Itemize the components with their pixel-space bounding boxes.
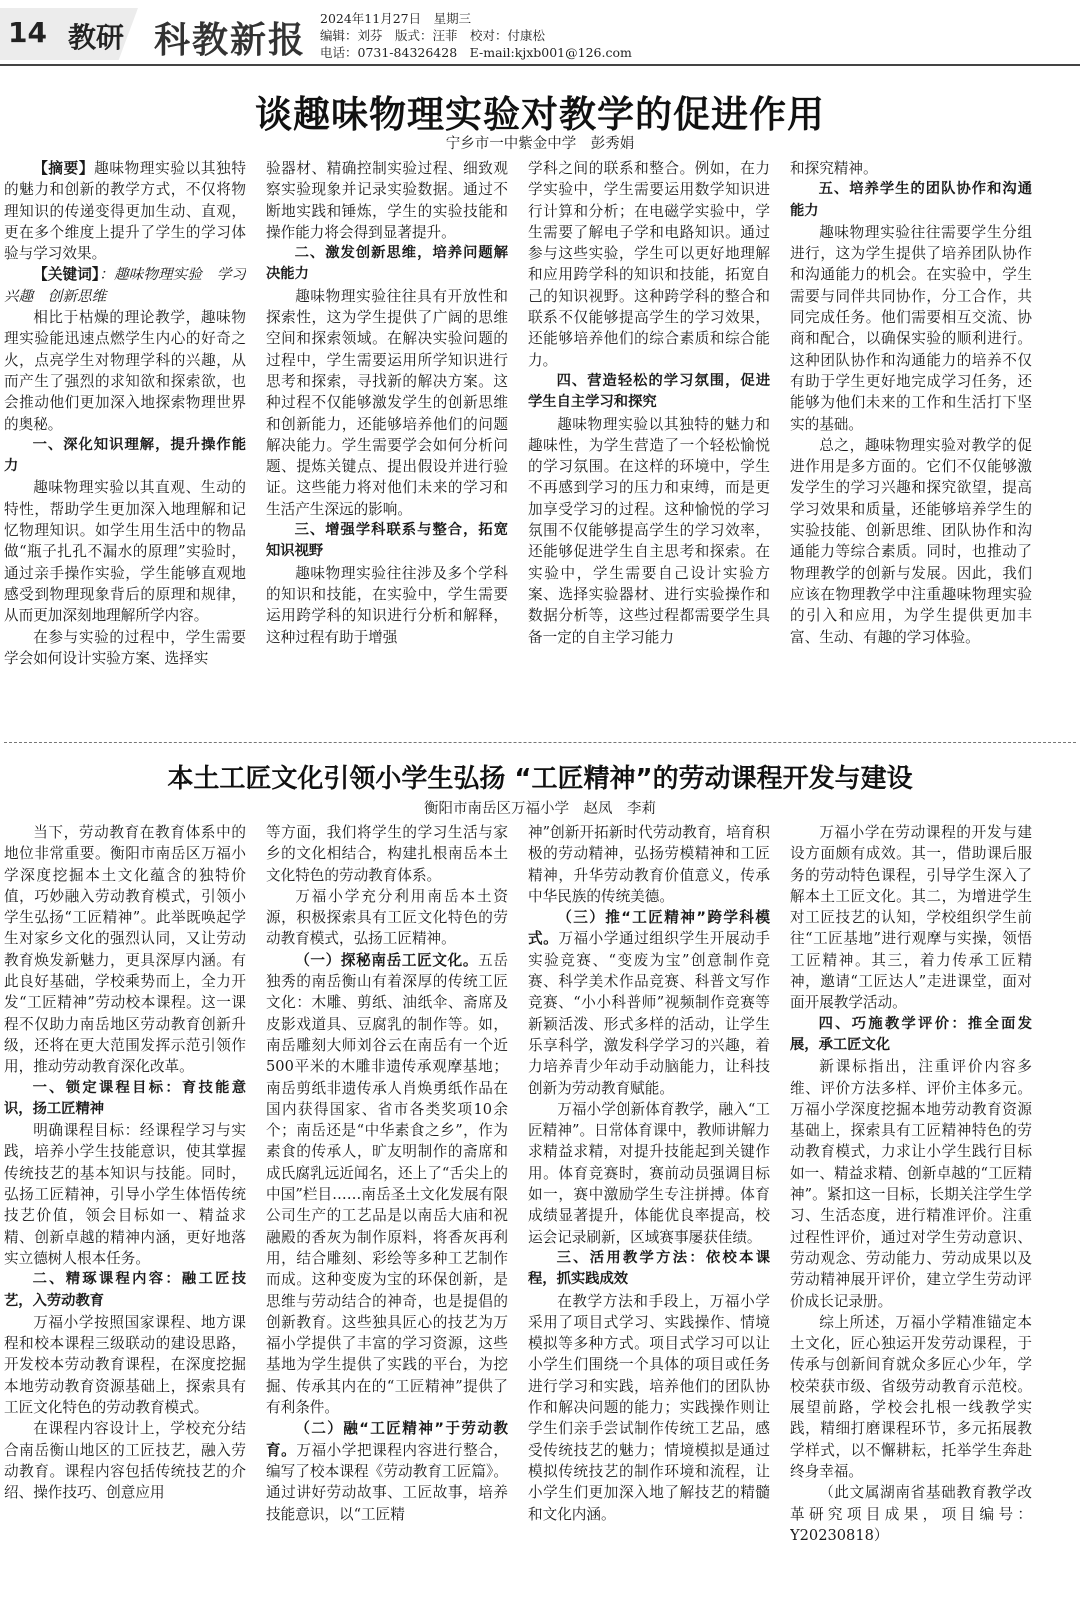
body-paragraph: 学科之间的联系和整合。例如，在力学实验中，学生需要运用数学知识进行计算和分析；在电磁学实验中，学生需要了解电子学和电路知识。通过参与这些实验，学生可以更好地理解和应用跨学科的知识和技能，拓宽自己的知识视野。这种跨学科的整合和联系不仅能够提高学生的学习效果，还能够培养他们的综合素质和综合能力。 (528, 160, 770, 369)
project-note: （此文属湖南省基础教育教学改革研究项目成果，项目编号：Y20230818） (790, 1484, 1032, 1544)
article2-title: 本土工匠文化引领小学生弘扬 “工匠精神”的劳动课程开发与建设 (167, 764, 913, 794)
page-header (0, 0, 1080, 66)
body-paragraph: （一）探秘南岳工匠文化。五岳独秀的南岳衡山有着深厚的传统工匠文化：木雕、剪纸、油纸伞、斋席及皮影戏道具、豆腐乳的制作等。如，南岳雕刻大师刘谷云在南岳有一个近500平米的木雕非遗传承观摩基地；南岳剪纸非遗传承人肖焕勇纸作品在国内获得国家、省市各类奖项10余个；南岳还是“中华素食之乡”，作为素食的传承人，旷友明制作的斋席和成氏腐乳远近闻名，还上了“舌尖上的中国”栏目……南岳圣土文化发展有限公司生产的工艺品是以南岳大庙和祝融殿的香灰为制作原料，将香灰再利用，结合雕刻、彩绘等多种工艺制作而成。这种变废为宝的环保创新，是思维与劳动结合的神奇，也是提倡的创新教育。这些独具匠心的技艺为万福小学提供了丰富的学习资源，这些基地为学生提供了实践的平台，为挖掘、传承其内在的“工匠精神”提供了有利条件。 (266, 951, 508, 1417)
section-heading: 四、巧施教学评价：推全面发展，承工匠文化 (790, 1015, 1032, 1053)
article1-byline: 宁乡市一中紫金中学 彭秀娟 (445, 136, 635, 152)
article1-column-3 (528, 158, 770, 714)
contact-line: 电话：0731-84326428 E-mail:kjxb001@126.com (320, 45, 632, 60)
article2-column-4 (790, 822, 1032, 1620)
body-paragraph: 万福小学创新体育教学，融入“工匠精神”。日常体育课中，教师讲解力求精益求精，对提升技能起到关键作用。体育竞赛时，赛前动员强调目标如一，赛中激励学生专注拼搏。体育成绩显著提升，体能优良率提高，校运会记录刷新，区域赛事屡获佳绩。 (528, 1100, 770, 1246)
article1-column-4 (790, 158, 1032, 714)
body-paragraph: （二）融“工匠精神”于劳动教育。万福小学把课程内容进行整合，编写了校本课程《劳动教育工匠篇》。通过讲好劳动故事、工匠故事，培养技能意识，以“工匠精 (266, 1420, 508, 1523)
body-paragraph: 趣味物理实验往往具有开放性和探索性，这为学生提供了广阔的思维空间和探索领域。在解决实验问题的过程中，学生需要运用所学知识进行思考和探索，寻找新的解决方案。这种过程不仅能够激发学生的创新思维和创新能力，还能够培养他们的问题解决能力。学生需要学会如何分析问题、提炼关键点、提出假设并进行验证。这些能力将对他们未来的学习和生活产生深远的影响。 (266, 287, 508, 518)
article2-byline: 衡阳市南岳区万福小学 赵凤 李莉 (424, 801, 656, 817)
article-divider (4, 742, 1076, 743)
body-paragraph: 在参与实验的过程中，学生需要学会如何设计实验方案、选择实 (4, 628, 246, 667)
body-paragraph: 趣味物理实验以其独特的魅力和趣味性，为学生营造了一个轻松愉悦的学习氛围。在这样的环境中，学生不再感到学习的压力和束缚，而是更加享受学习的过程。这种愉悦的学习氛围不仅能够提高学生的学习效率，还能够促进学生自主思考和探索。在实验中，学生需要自己设计实验方案、选择实验器材、进行实验操作和数据分析等，这些过程都需要学生具备一定的自主学习能力 (528, 415, 770, 646)
section-heading: 三、增强学科联系与整合，拓宽知识视野 (266, 522, 508, 560)
body-paragraph: 趣味物理实验以其直观、生动的特性，帮助学生更加深入地理解和记忆物理知识。如学生用生活中的物品做“瓶子扎孔不漏水的原理”实验时，通过亲手操作实验，学生能够直观地感受到物理现象背后的原理和规律，从而更加深刻地理解所学内容。 (4, 479, 246, 625)
section-heading: 五、培养学生的团队协作和沟通能力 (790, 181, 1032, 219)
article1-title: 谈趣味物理实验对教学的促进作用 (255, 93, 825, 136)
header-rule (0, 64, 1080, 66)
body-paragraph: 万福小学按照国家课程、地方课程和校本课程三级联动的建设思路，开发校本劳动教育课程，在深度挖掘本地劳动教育资源基础上，探索具有工匠文化特色的劳动教育模式。 (4, 1313, 246, 1417)
body-paragraph: 和探究精神。 (790, 160, 878, 177)
body-paragraph: 明确课程目标：经课程学习与实践，培养小学生技能意识，使其掌握传统技艺的基本知识与技能。同时，弘扬工匠精神，引导小学生体悟传统技艺价值，领会目标如一、精益求精、创新卓越的精神内涵，更好地落实立德树人根本任务。 (4, 1122, 246, 1267)
body-paragraph: 趣味物理实验往往涉及多个学科的知识和技能，在实验中，学生需要运用跨学科的知识进行分析和解释，这种过程有助于增强 (266, 564, 508, 646)
keywords-paragraph: 【关键词】：趣味物理实验 学习兴趣 创新思维 (4, 266, 246, 305)
section-heading: 二、精琢课程内容：融工匠技艺，入劳动教育 (4, 1271, 246, 1309)
body-paragraph: 万福小学充分利用南岳本土资源，积极探索具有工匠文化特色的劳动教育模式，弘扬工匠精神。 (266, 887, 508, 948)
newspaper-name: 科教新报 (154, 19, 307, 61)
body-paragraph: 当下，劳动教育在教育体系中的地位非常重要。衡阳市南岳区万福小学深度挖掘本土文化蕴含的独特价值，巧妙融入劳动教育模式，引领小学生弘扬“工匠精神”。此举既唤起学生对家乡文化的强烈认同，又让劳动教育焕发新魅力，更具深厚内涵。有此良好基础，学校乘势而上，全力开发“工匠精神”劳动校本课程。这一课程不仅助力南岳地区劳动教育创新升级，还将在更大范围发挥示范引领作用，推动劳动教育深化改革。 (4, 824, 246, 1076)
section-heading: 二、激发创新思维，培养问题解决能力 (266, 245, 508, 283)
body-paragraph: 综上所述，万福小学精准锚定本土文化，匠心独运开发劳动课程，于传承与创新间育就众多匠心少年，学校荣获市级、省级劳动教育示范校。展望前路，学校会扎根一线教学实践，精细打磨课程环节，多元拓展教学样式，以不懈耕耘，托举学生奔赴终身幸福。 (790, 1313, 1032, 1480)
body-paragraph: 趣味物理实验往往需要学生分组进行，这为学生提供了培养团队协作和沟通能力的机会。在实验中，学生需要与同伴共同协作，分工合作，共同完成任务。他们需要相互交流、协商和配合，以确保实验的顺利进行。这种团队协作和沟通能力的培养不仅有助于学生更好地完成学习任务，还能够为他们未来的工作和生活打下坚实的基础。 (790, 223, 1032, 433)
body-paragraph: 新课标指出，注重评价内容多维、评价方法多样、评价主体多元。万福小学深度挖掘本地劳动教育资源基础上，探索具有工匠精神特色的劳动教育模式，力求让小学生践行目标如一、精益求精、创新卓越的“工匠精神”。紧扣这一目标，长期关注学生学习、生活态度，进行精准评价。注重过程性评价，通过对学生劳动意识、劳动观念、劳动能力、劳动成果以及劳动精神展开评价，建立学生劳动评价成长记录册。 (790, 1058, 1032, 1310)
page-number: 14 (8, 16, 47, 49)
section-heading: 一、锁定课程目标：育技能意识，扬工匠精神 (4, 1079, 246, 1117)
section-heading: 三、活用教学方法：依校本课程，抓实践成效 (528, 1249, 770, 1288)
article1-column-2 (266, 158, 508, 714)
date-line: 2024年11月27日 星期三 (320, 11, 472, 26)
editors-line: 编辑：刘芬 版式：汪菲 校对：付康松 (320, 28, 546, 43)
body-paragraph: 相比于枯燥的理论教学，趣味物理实验能迅速点燃学生内心的好奇之火，点亮学生对物理学科的兴趣，从而产生了强烈的求知欲和探索欲，也会推动他们更加深入地探索物理世界的奥秘。 (4, 309, 246, 433)
section-heading: 四、营造轻松的学习氛围，促进学生自主学习和探究 (528, 372, 770, 411)
body-paragraph: 等方面，我们将学生的学习生活与家乡的文化相结合，构建扎根南岳本土文化特色的劳动教育体系。 (266, 824, 508, 884)
article2-column-3 (528, 822, 770, 1620)
body-paragraph: 验器材、精确控制实验过程、细致观察实验现象并记录实验数据。通过不断地实践和锤炼，学生的实验技能和操作能力将会得到显著提升。 (266, 160, 508, 241)
body-paragraph: 万福小学在劳动课程的开发与建设方面颇有成效。其一，借助课后服务的劳动特色课程，引导学生深入了解本土工匠文化。其二，为增进学生对工匠技艺的认知，学校组织学生前往“工匠基地”进行观摩与实操，领悟工匠精神。其三，着力传承工匠精神，邀请“工匠达人”走进课堂，面对面开展教学活动。 (790, 824, 1032, 1012)
body-paragraph: 神”创新开拓新时代劳动教育，培育积极的劳动精神，弘扬劳模精神和工匠精神，升华劳动教育价值意义，传承中华民族的传统美德。 (528, 824, 770, 905)
body-paragraph: 在教学方法和手段上，万福小学采用了项目式学习、实践操作、情境模拟等多种方式。项目式学习可以让小学生们围绕一个具体的项目或任务进行学习和实践，培养他们的团队协作和解决问题的能力；实践操作则让学生们亲手尝试制作传统工艺品，感受传统技艺的魅力；情境模拟是通过模拟传统技艺的制作环境和流程，让小学生们更加深入地了解技艺的精髓和文化内涵。 (528, 1292, 770, 1523)
body-paragraph: 在课程内容设计上，学校充分结合南岳衡山地区的工匠技艺，融入劳动教育。课程内容包括传统技艺的介绍、操作技巧、创意应用 (4, 1420, 246, 1502)
body-paragraph: 总之，趣味物理实验对教学的促进作用是多方面的。它们不仅能够激发学生的学习兴趣和探究欲望，提高学习效果和质量，还能够培养学生的实验技能、创新思维、团队协作和沟通能力等综合素质。同时，也推动了物理教学的创新与发展。因此，我们应该在物理教学中注重趣味物理实验的引入和应用，为学生提供更加丰富、生动、有趣的学习体验。 (790, 436, 1032, 646)
body-paragraph: （三）推“工匠精神”跨学科模式。万福小学通过组织学生开展动手实验竞赛、“变废为宝”创意制作竞赛、科学美术作品竞赛、科普文写作竞赛、“小小科普师”视频制作竞赛等新颖活泼、形式多样的活动，让学生乐享科学，激发科学学习的兴趣，着力培养青少年动手动脑能力，让科技创新为劳动教育赋能。 (528, 909, 770, 1097)
section-name: 教研 (68, 21, 125, 54)
article2-column-2 (266, 822, 508, 1620)
article1-column-1 (4, 158, 246, 714)
section-heading: 一、深化知识理解，提升操作能力 (4, 436, 246, 475)
article2-column-1 (4, 822, 246, 1620)
abstract-paragraph: 【摘要】趣味物理实验以其独特的魅力和创新的教学方式，不仅将物理知识的传递变得更加生动、直观，更在多个维度上提升了学生的学习体验与学习效果。 (4, 160, 246, 263)
